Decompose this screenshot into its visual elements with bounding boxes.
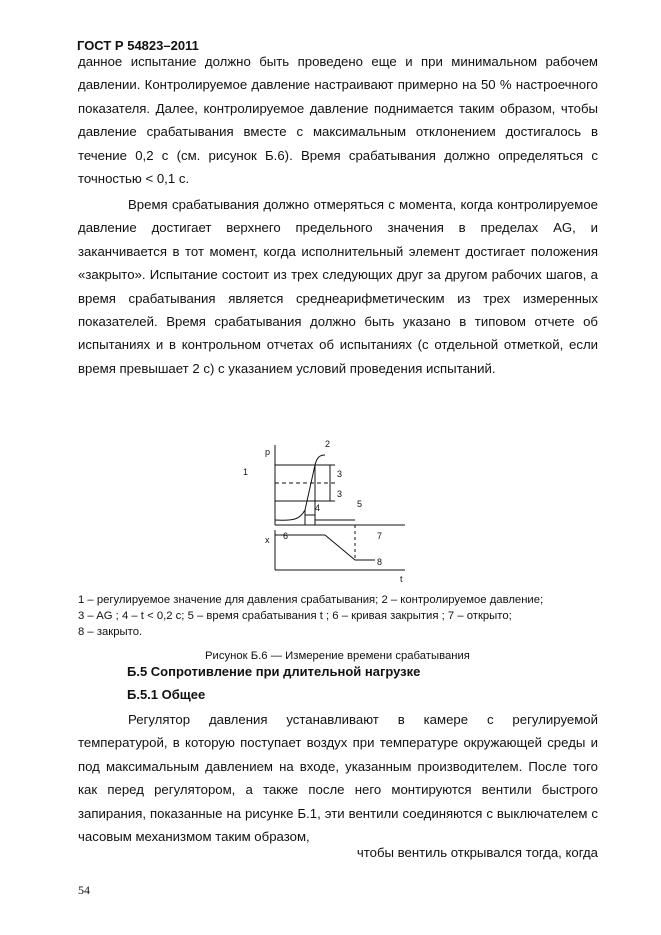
figure-caption: Рисунок Б.6 — Измерение времени срабатывания [205,650,470,662]
callout-5: 5 [357,499,363,509]
paragraph-2 [78,193,598,380]
callout-3b: 3 [337,489,343,499]
callout-3a: 3 [337,469,343,479]
closing-curve [325,535,375,560]
legend-line-2: 3 – AG ; 4 – t < 0,2 с; 5 – время срабатывания t ; 6 – кривая закрытия ; 7 – открыто; [78,609,512,622]
figure-legend [78,593,608,640]
response-time-figure [243,435,415,585]
axis-p-label: p [265,447,271,457]
callout-6: 6 [283,531,289,541]
document-header: ГОСТ Р 54823–2011 [77,38,199,53]
section-heading: Б.5 Сопротивление при длительной нагрузке [127,664,421,679]
callout-1: 1 [243,467,249,477]
subsection-heading: Б.5.1 Общее [127,687,206,702]
paragraph-1-text: данное испытание должно быть проведено еще и при минимальном рабочем давлении. Контролируемое давление настраивают примерно на 50 % настроечного показателя. Далее, контролируемое давление поднимается таким образом, чтобы давление срабатывания вместе с максимальным отклонением достигалось в течение 0,2 с (см. рисунок Б.6). Время срабатывания должно определяться с точностью < 0,1 с. [78,54,598,187]
callout-8: 8 [377,557,383,567]
paragraph-1 [78,50,598,190]
axis-t-label: t [400,574,403,584]
paragraph-3-tail: чтобы вентиль открывался тогда, когда [356,845,598,860]
page-number: 54 [78,883,90,897]
paragraph-3-text: Регулятор давления устанавливают в камере с регулируемой температурой, в которую поступает воздух при температуре окружающей среды и под максимальным давлением на входе, указанным производителем. После того как перед регулятором, а также после него монтируются вентили быстрого запирания, показанные на рисунке Б.1, эти вентили соединяются с выключателем с часовым механизмом таким образом, [78,712,598,845]
callout-4: 4 [315,503,321,513]
axis-x-label: x [265,535,270,545]
paragraph-3 [78,708,598,848]
legend-line-3: 8 – закрыто. [78,625,143,638]
callout-7: 7 [377,531,383,541]
legend-line-1: 1 – регулируемое значение для давления срабатывания; 2 – контролируемое давление; [78,594,544,606]
callout-2: 2 [325,439,331,449]
paragraph-2-text: Время срабатывания должно отмеряться с момента, когда контролируемое давление достигает верхнего предельного значения в пределах AG, и заканчивается в тот момент, когда исполнительный элемент достигает положения «закрыто». Испытание состоит из трех следующих друг за другом рабочих шагов, а время срабатывания является среднеарифметическим из трех измеренных показателей. Время срабатывания должно быть указано в типовом отчете об испытаниях и в контрольном отчетах об испытаниях (с отдельной отметкой, если время превышает 2 с) с указанием условий проведения испытаний. [78,197,598,376]
